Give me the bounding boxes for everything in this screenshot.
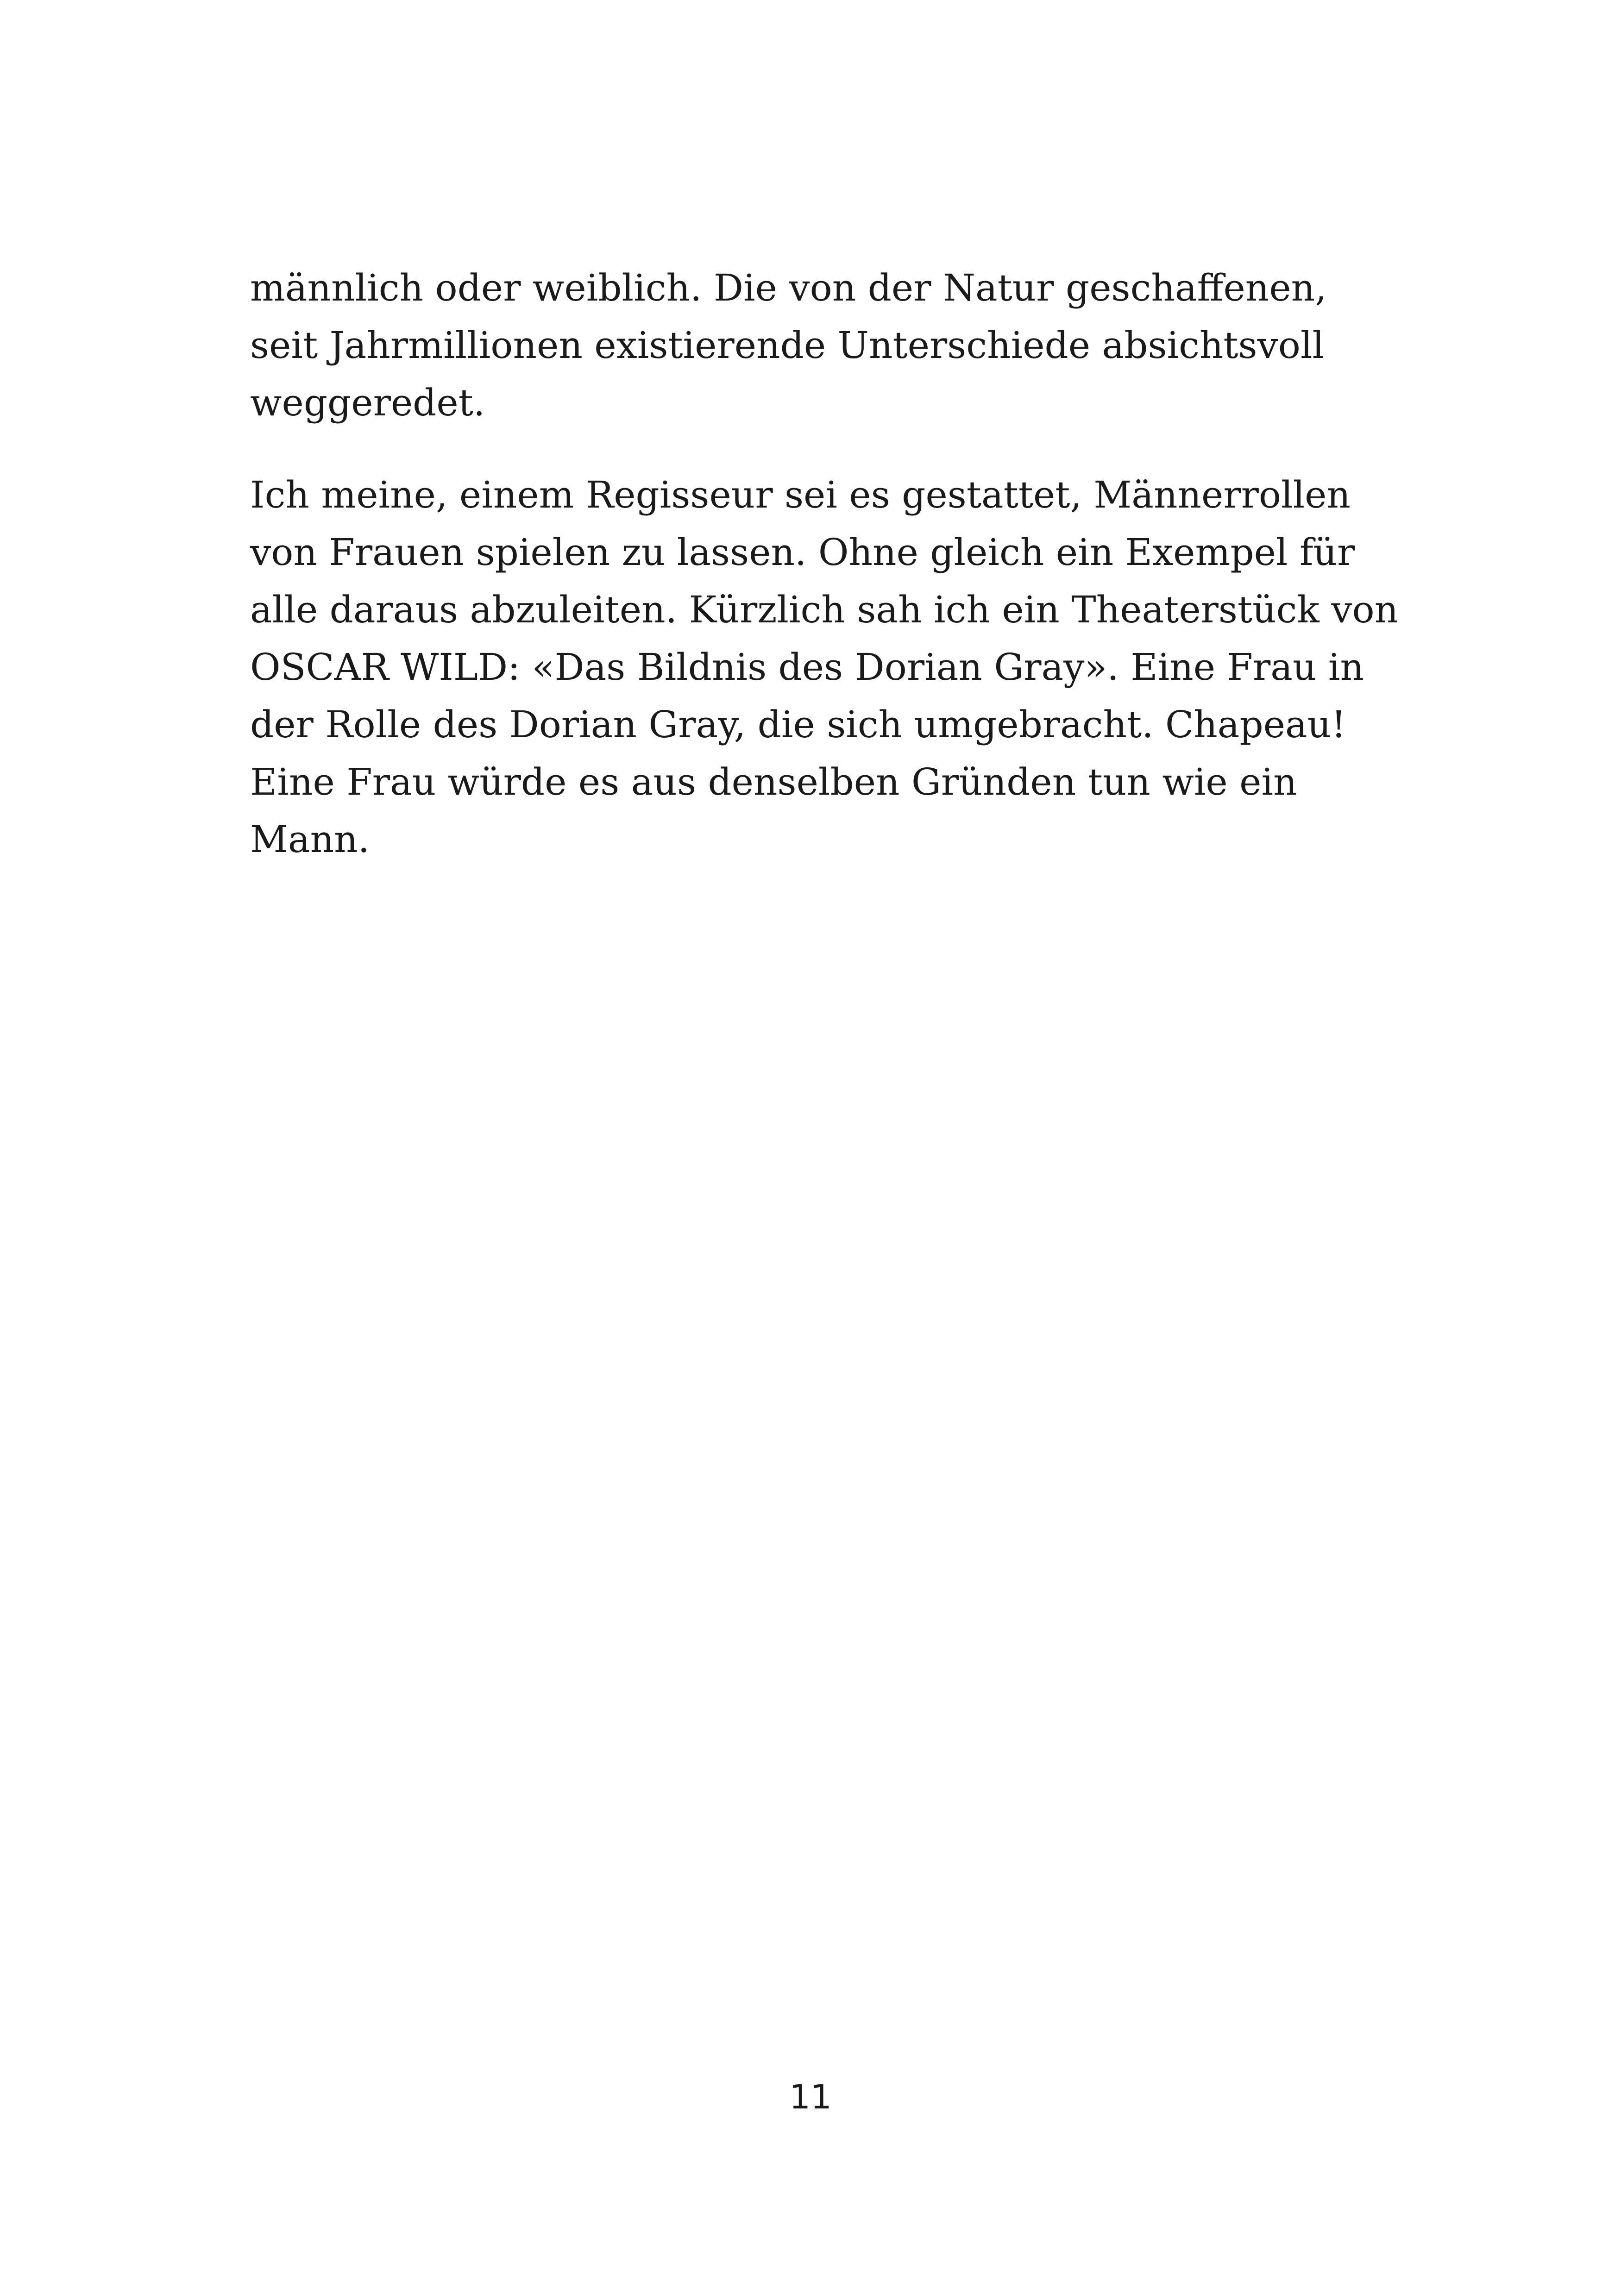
page-number: 11: [789, 2077, 832, 2116]
text-line: Ich meine, einem Regisseur sei es gestattet, Männerrollen: [250, 473, 1351, 516]
text-line: der Rolle des Dorian Gray, die sich umgebracht. Chapeau!: [250, 703, 1346, 746]
text-line: weggeredet.: [250, 381, 485, 424]
text-line: von Frauen spielen zu lassen. Ohne gleich ein Exempel für: [250, 531, 1355, 574]
paragraph-1: [250, 259, 1389, 432]
paragraph-2: [250, 466, 1399, 868]
text-line: seit Jahrmillionen existierende Unterschiede absichtsvoll: [250, 324, 1325, 367]
body-text: [250, 259, 1399, 868]
text-line: alle daraus abzuleiten. Kürzlich sah ich ein Theaterstück von: [250, 588, 1399, 631]
text-line: Eine Frau würde es aus denselben Gründen tun wie ein: [250, 760, 1297, 803]
text-line: OSCAR WILD: «Das Bildnis des Dorian Gray». Eine Frau in: [250, 646, 1364, 689]
text-line: Mann.: [250, 818, 370, 861]
text-line: männlich oder weiblich. Die von der Natur geschaffenen,: [250, 266, 1327, 309]
